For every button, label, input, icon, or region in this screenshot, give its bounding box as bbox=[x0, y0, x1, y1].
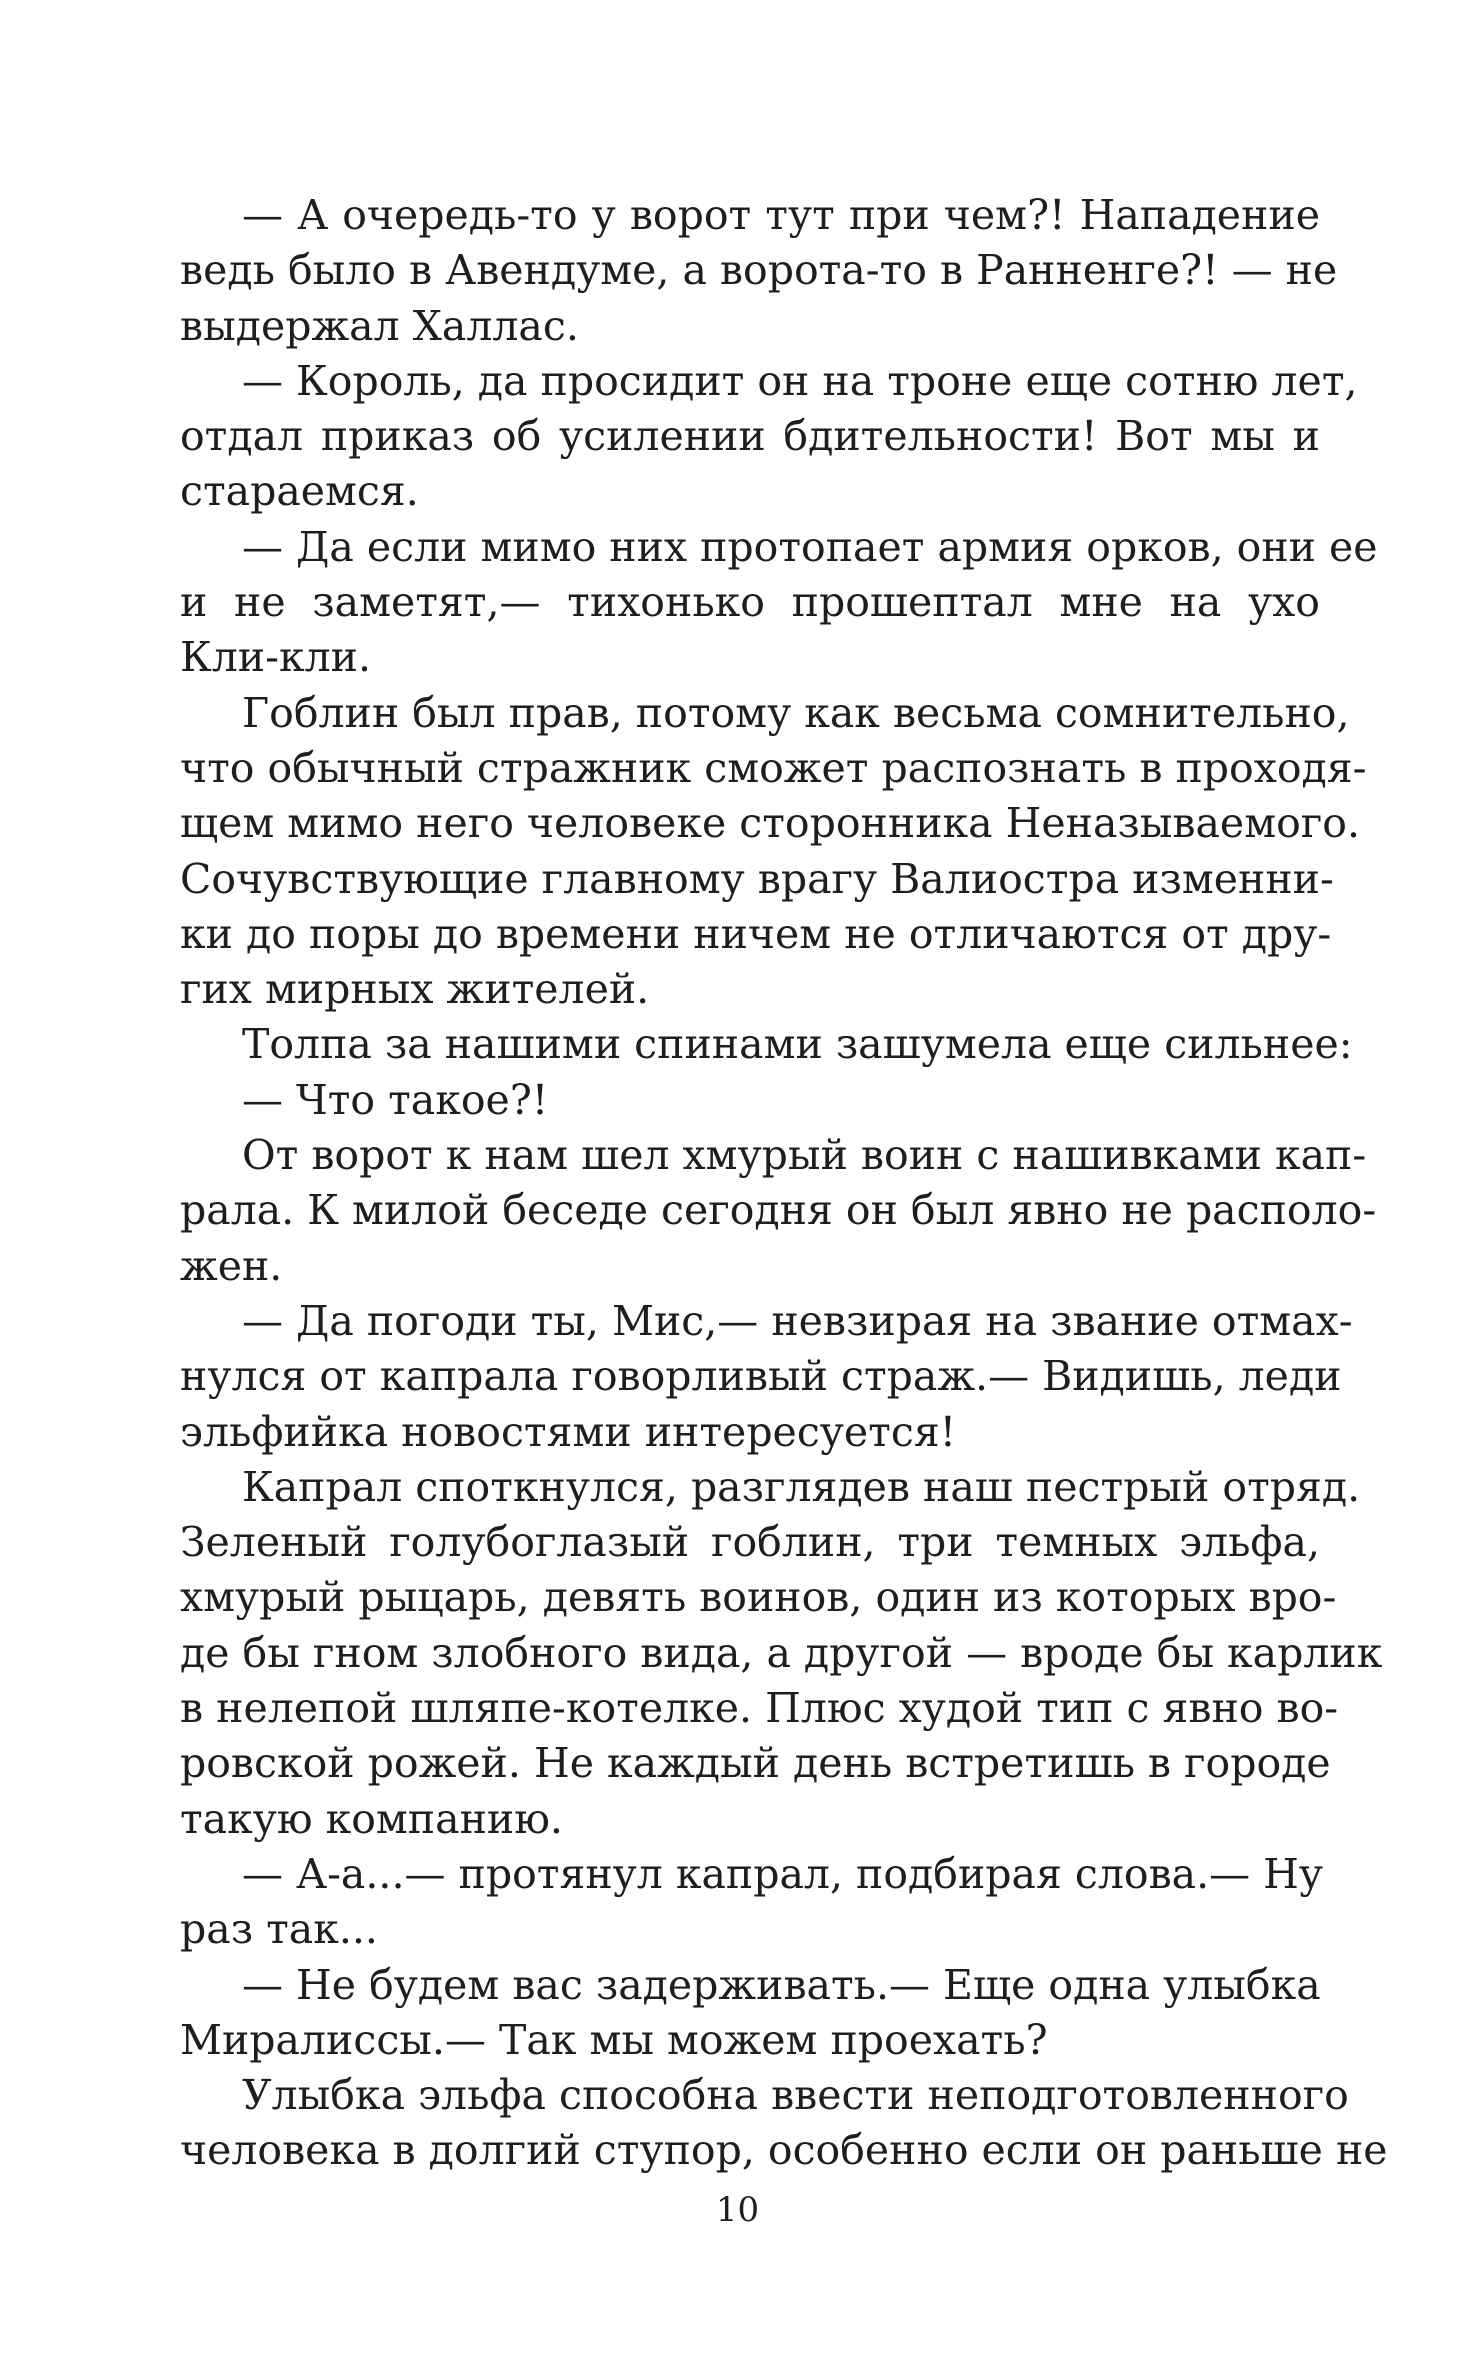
text-line: рала. К милой беседе сегодня он был явно не располо- bbox=[180, 1186, 1377, 1235]
text-line: в нелепой шляпе-котелке. Плюс худой тип с явно во- bbox=[180, 1684, 1339, 1733]
text-line: Капрал споткнулся, разглядев наш пестрый отряд. bbox=[242, 1462, 1361, 1511]
text-line: отдал приказ об усилении бдительности! Вот мы и bbox=[180, 412, 1320, 461]
text-line: раз так... bbox=[180, 1905, 378, 1954]
text-line: От ворот к нам шел хмурый воин с нашивками кап- bbox=[242, 1131, 1367, 1180]
text-line: Улыбка эльфа способна ввести неподготовленного bbox=[242, 2071, 1349, 2120]
text-line: стараемся. bbox=[180, 467, 419, 516]
text-line: ведь было в Авендуме, а ворота-то в Ранненге?! — не bbox=[180, 246, 1338, 295]
text-line: — Король, да просидит он на троне еще сотню лет, bbox=[242, 356, 1358, 405]
text-line: — А-а...— протянул капрал, подбирая слова.— Ну bbox=[242, 1849, 1324, 1898]
body-text bbox=[180, 188, 1388, 2179]
text-line: де бы гном злобного вида, а другой — вроде бы карлик bbox=[180, 1628, 1383, 1677]
text-line: ки до поры до времени ничем не отличаются от дру- bbox=[180, 909, 1332, 958]
text-line: выдержал Халлас. bbox=[180, 301, 579, 350]
text-line: Зеленый голубоглазый гоблин, три темных эльфа, bbox=[180, 1518, 1320, 1567]
text-line: жен. bbox=[180, 1241, 283, 1290]
text-line: Сочувствующие главному врагу Валиостра изменни- bbox=[180, 854, 1334, 903]
text-line: — А очередь-то у ворот тут при чем?! Нападение bbox=[242, 191, 1320, 239]
text-line: ровской рожей. Не каждый день встретишь в городе bbox=[180, 1739, 1331, 1788]
text-line: — Не будем вас задерживать.— Еще одна улыбка bbox=[242, 1960, 1321, 2009]
text-line: гих мирных жителей. bbox=[180, 965, 650, 1014]
text-line: Гоблин был прав, потому как весьма сомнительно, bbox=[242, 688, 1350, 737]
text-line: Кли-кли. bbox=[180, 633, 371, 682]
page-number: 10 bbox=[715, 2190, 760, 2230]
text-line: Толпа за нашими спинами зашумела еще сильнее: bbox=[242, 1020, 1353, 1069]
text-line: — Да погоди ты, Мис,— невзирая на звание отмах- bbox=[242, 1296, 1353, 1345]
text-line: нулся от капрала говорливый страж.— Видишь, леди bbox=[180, 1352, 1342, 1401]
text-line: такую компанию. bbox=[180, 1794, 563, 1843]
text-line: хмурый рыцарь, девять воинов, один из которых вро- bbox=[180, 1573, 1337, 1622]
text-line: что обычный стражник сможет распознать в проходя- bbox=[180, 743, 1367, 792]
text-line: — Да если мимо них протопает армия орков, они ее bbox=[242, 522, 1378, 571]
text-line: и не заметят,— тихонько прошептал мне на ухо bbox=[180, 578, 1320, 627]
text-line: эльфийка новостями интересуется! bbox=[180, 1407, 957, 1456]
text-line: щем мимо него человеке сторонника Неназываемого. bbox=[180, 799, 1360, 848]
text-line: Миралиссы.— Так мы можем проехать? bbox=[180, 2015, 1048, 2064]
text-line: — Что такое?! bbox=[242, 1075, 549, 1124]
text-line: человека в долгий ступор, особенно если он раньше не bbox=[180, 2126, 1388, 2175]
